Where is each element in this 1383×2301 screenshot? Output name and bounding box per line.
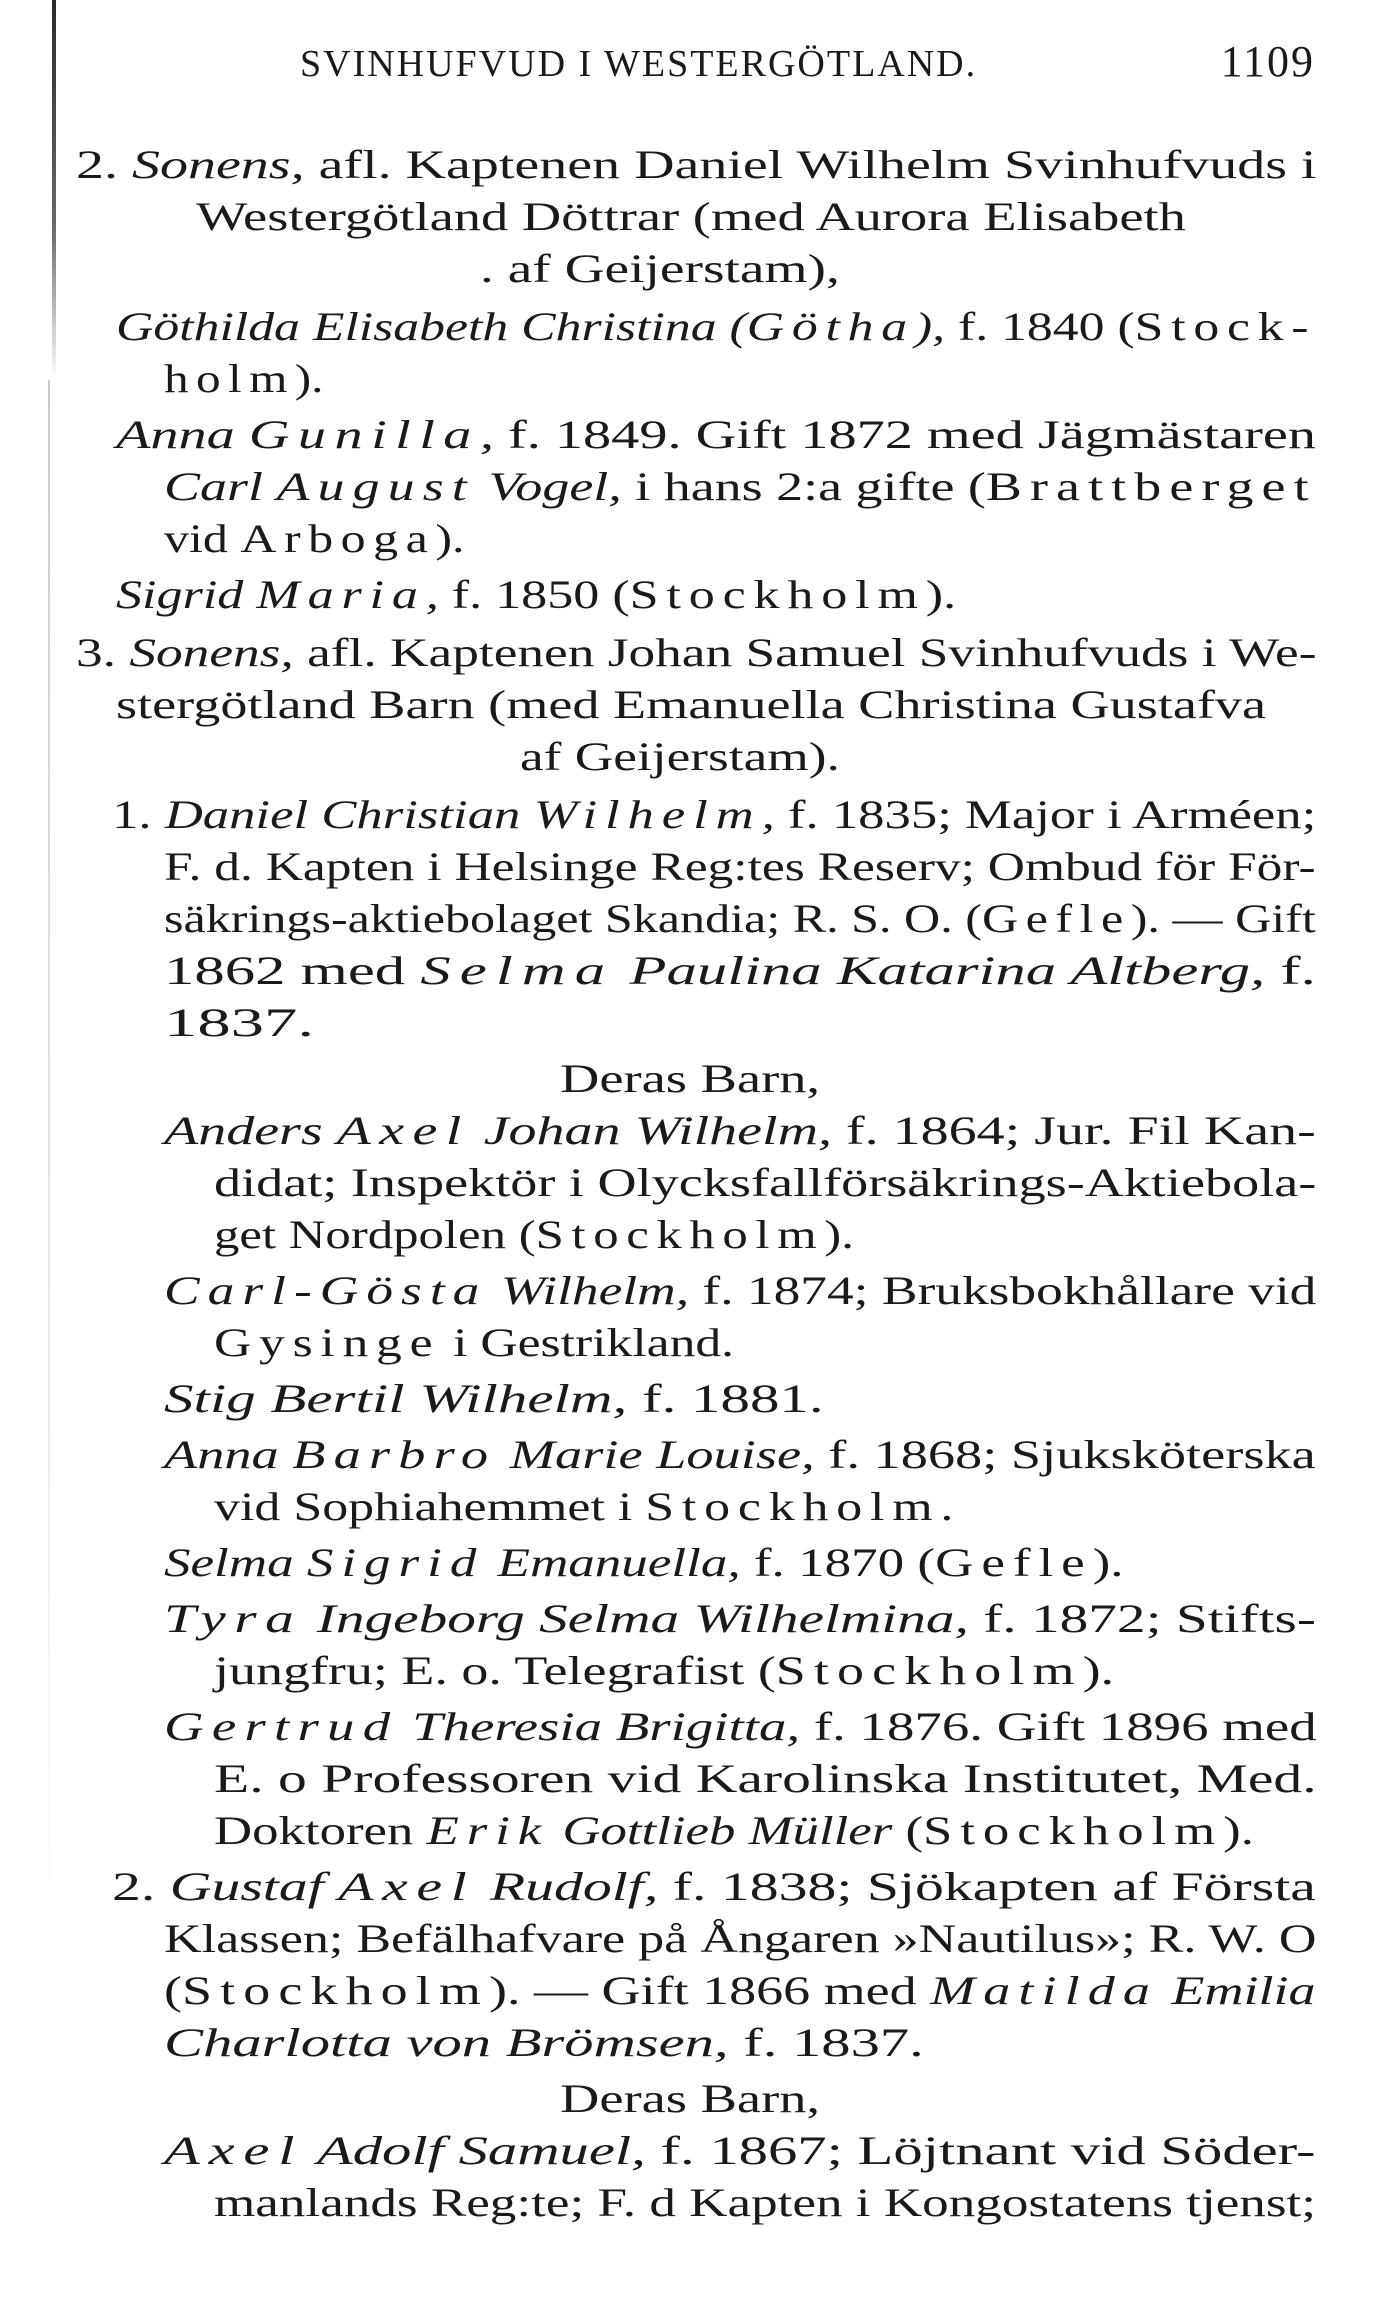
text-line [214, 1318, 734, 1368]
text-segment: Götha [746, 304, 915, 349]
text-line [164, 998, 314, 1048]
text-line [164, 354, 323, 404]
text-line [214, 2178, 1316, 2228]
text-segment: Brattberget [985, 464, 1317, 509]
text-line [164, 1266, 1316, 1316]
text-segment: ). [1082, 1648, 1115, 1693]
text-segment: Stockholm [775, 1648, 1083, 1693]
text-segment: f. [1265, 948, 1316, 993]
text-line [164, 1374, 824, 1424]
text-segment: Carl [164, 464, 277, 509]
text-line [164, 842, 1316, 892]
text-segment: ( [892, 1808, 924, 1853]
text-segment: Carl-Gösta [164, 1268, 488, 1313]
text-segment: Ingeborg Selma Wilhelmina, [302, 1596, 969, 1641]
page-number: 1109 [1220, 37, 1315, 86]
text-segment: Westergötland Döttrar (med Aurora Elisabeth [196, 194, 1186, 239]
text-line [520, 732, 840, 782]
text-segment: Erik [426, 1808, 550, 1853]
text-segment: Marie Louise, [496, 1432, 815, 1477]
text-line [116, 410, 1316, 460]
text-segment: Arboga [240, 516, 436, 561]
text-line [164, 1538, 1124, 1588]
text-line [76, 140, 1317, 190]
text-segment: Gefle [981, 896, 1131, 941]
text-line [480, 244, 840, 294]
text-segment: af Geijerstam). [520, 734, 840, 779]
text-segment: f. 1868; Sjuksköterska [814, 1432, 1316, 1477]
text-line [164, 2126, 1316, 2176]
text-segment: ). [1223, 1808, 1254, 1853]
text-segment: ). [824, 1212, 854, 1257]
text-line [164, 894, 1316, 944]
text-segment: , [425, 572, 439, 617]
text-segment: ). — Gift 1866 med [489, 1968, 931, 2013]
text-segment: f. 1874; Bruksbokhållare vid [689, 1268, 1317, 1313]
text-segment: Stockholm [629, 572, 926, 617]
text-segment: Anna [164, 1432, 293, 1477]
text-segment: Stock- [1134, 304, 1317, 349]
text-segment: Stockholm [535, 1212, 825, 1257]
text-segment: Sonens, [131, 142, 305, 187]
text-segment: Klassen; Befälhafvare på Ångaren »Nautilus»; R. W. O [164, 1916, 1317, 1961]
text-segment: Sonens, [129, 630, 294, 675]
text-segment: Sigrid [306, 1540, 485, 1585]
text-segment: 2. [112, 1864, 170, 1909]
text-segment: Charlotta von Brömsen, [164, 2020, 729, 2065]
text-segment: Paulina Katarina Altberg, [614, 948, 1266, 993]
text-line [76, 628, 1316, 678]
text-segment: F. d. Kapten i Helsinge Reg:tes Reserv; Ombud för För- [164, 844, 1316, 889]
text-segment: Gunilla [248, 412, 480, 457]
text-segment: August [276, 464, 475, 509]
text-segment: Rudolf, [475, 1864, 659, 1909]
text-line [164, 2018, 924, 2068]
text-segment: Axel [164, 2128, 304, 2173]
text-segment: i Gestrikland. [440, 1320, 735, 1365]
text-segment: Emanuella, [484, 1540, 741, 1585]
text-segment: Axel [336, 1108, 470, 1153]
text-segment: f. 1850 ( [438, 572, 630, 617]
text-line [214, 1646, 1114, 1696]
text-segment: Gertrud [164, 1704, 399, 1749]
text-segment: Stockholm [923, 1808, 1224, 1853]
text-segment: Tyra [164, 1596, 303, 1641]
text-segment: Deras Barn, [560, 1056, 821, 1101]
text-segment: stergötland Barn (med Emanuella Christina Gustafva [116, 682, 1267, 727]
text-segment: Stockholm [182, 1968, 490, 2013]
text-segment: Wilhelm [533, 792, 762, 837]
text-segment: Gustaf [169, 1864, 339, 1909]
text-segment: Vogel, [474, 464, 622, 509]
text-segment: ). [1092, 1540, 1124, 1585]
text-segment: ). [294, 356, 324, 401]
text-segment: Selma [164, 1540, 307, 1585]
text-segment: Anna [116, 412, 249, 457]
text-segment: i hans 2:a gifte ( [621, 464, 986, 509]
text-segment: Stig Bertil Wilhelm, [164, 1376, 628, 1421]
text-segment: Emilia [1157, 1968, 1316, 2013]
text-segment: f. 1881. [627, 1376, 824, 1421]
text-segment: get Nordpolen ( [214, 1212, 536, 1257]
text-line [164, 1430, 1316, 1480]
text-segment: Matilda [930, 1968, 1158, 2013]
text-segment: Doktoren [214, 1808, 427, 1853]
text-segment: ). [435, 516, 465, 561]
text-line [164, 1106, 1316, 1156]
text-segment: Barbro [292, 1432, 497, 1477]
text-segment: Selma [420, 948, 615, 993]
text-segment: Deras Barn, [560, 2076, 821, 2121]
text-segment: Stockholm [645, 1484, 941, 1529]
text-segment: f. 1870 ( [740, 1540, 936, 1585]
text-segment: ). [925, 572, 957, 617]
text-line [164, 462, 1317, 512]
text-segment: ( [164, 1968, 182, 2013]
text-line [214, 1158, 1316, 1208]
text-line [560, 2074, 820, 2124]
text-segment: holm [164, 356, 295, 401]
text-line [196, 192, 1186, 242]
text-segment: Göthilda Elisabeth Christina ( [116, 304, 747, 349]
text-segment: afl. Kaptenen Johan Samuel Svinhufvuds i We- [293, 630, 1317, 675]
text-segment: Daniel Christian [164, 792, 534, 837]
text-segment: . [940, 1484, 954, 1529]
text-line [164, 1966, 1316, 2016]
text-line [164, 946, 1316, 996]
text-segment: f. 1840 ( [945, 304, 1135, 349]
text-segment: Gysinge [214, 1320, 441, 1365]
text-segment: f. 1837. [728, 2020, 924, 2065]
text-segment: 1837. [164, 1000, 314, 1045]
text-line [214, 1806, 1254, 1856]
text-segment: E. o Professoren vid Karolinska Institutet, Med. [214, 1756, 1317, 1801]
text-segment: 1862 med [164, 948, 421, 993]
text-segment: Anders [164, 1108, 337, 1153]
text-line [164, 1702, 1317, 1752]
text-segment: vid Sophiahemmet i [214, 1484, 646, 1529]
text-segment: ). — Gift [1130, 896, 1316, 941]
text-line [214, 1210, 854, 1260]
text-segment: afl. Kaptenen Daniel Wilhelm Svinhufvuds i [304, 142, 1317, 187]
text-segment: f. 1867; Löjtnant vid Söder- [645, 2128, 1316, 2173]
text-segment: Maria [256, 572, 426, 617]
text-segment: jungfru; E. o. Telegrafist ( [214, 1648, 776, 1693]
text-segment: f. 1849. Gift 1872 med Jägmästaren [493, 412, 1316, 457]
binding-edge-shadow-faint [48, 380, 50, 1880]
text-segment: didat; Inspektör i Olycksfallförsäkrings-Aktiebola- [214, 1160, 1317, 1205]
text-line [116, 570, 956, 620]
binding-edge-shadow [52, 0, 56, 380]
text-line [112, 1862, 1316, 1912]
text-line [112, 790, 1316, 840]
text-segment: f. 1835; Major i Arméen; [774, 792, 1317, 837]
text-segment: Gottlieb Müller [549, 1808, 893, 1853]
text-segment: f. 1838; Sjökapten af Första [658, 1864, 1316, 1909]
text-segment: f. 1864; Jur. Fil Kan- [832, 1108, 1316, 1153]
text-segment: f. 1876. Gift 1896 med [800, 1704, 1317, 1749]
text-line [214, 1754, 1317, 1804]
text-segment: Wilhelm, [487, 1268, 690, 1313]
text-segment: manlands Reg:te; F. d Kapten i Kongostatens tjenst; [214, 2180, 1317, 2225]
text-segment: ), [914, 304, 946, 349]
text-line [164, 1594, 1316, 1644]
text-segment: Gefle [935, 1540, 1093, 1585]
text-segment: Johan Wilhelm, [469, 1108, 833, 1153]
running-header [300, 36, 1315, 96]
text-segment: 1. [112, 792, 165, 837]
text-segment: Axel [338, 1864, 476, 1909]
text-segment: säkrings-aktiebolaget Skandia; R. S. O. ( [164, 896, 982, 941]
text-segment: . af Geijerstam), [480, 246, 840, 291]
text-segment: Sigrid [116, 572, 257, 617]
text-line [116, 302, 1316, 352]
text-segment: , [479, 412, 494, 457]
text-segment: 3. [76, 630, 130, 675]
text-line [214, 1482, 953, 1532]
text-line [560, 1054, 820, 1104]
text-segment: vid [164, 516, 241, 561]
text-segment: , [761, 792, 775, 837]
text-segment: 2. [76, 142, 132, 187]
text-segment: Theresia Brigitta, [398, 1704, 801, 1749]
text-line [164, 514, 465, 564]
text-line [116, 680, 1266, 730]
running-title: SVINHUFVUD I WESTERGÖTLAND. [300, 43, 978, 85]
text-line [164, 1914, 1316, 1964]
text-segment: Adolf Samuel, [303, 2128, 646, 2173]
text-segment: f. 1872; Stifts- [968, 1596, 1316, 1641]
